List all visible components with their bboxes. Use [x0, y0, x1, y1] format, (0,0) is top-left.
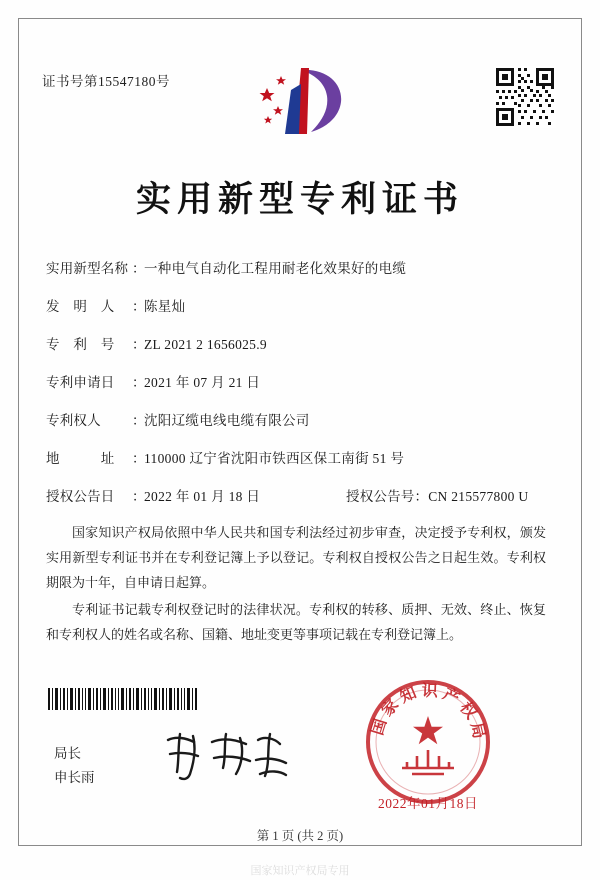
field-row-name: [46, 250, 546, 288]
field-value: ZL 2021 2 1656025.9: [144, 337, 267, 352]
field-list: [46, 250, 546, 516]
field-value: 2021 年 07 月 21 日: [144, 375, 261, 390]
field-value: 2022 年 01 月 18 日: [144, 489, 261, 504]
director-name: 申长雨: [54, 770, 95, 785]
director-title-label: 局长: [54, 746, 81, 761]
field-label: 专利申请日: [46, 375, 115, 390]
field-row-inventor: [46, 288, 546, 326]
grant-publication-number: [346, 478, 528, 516]
seal-date: 2022年01月18日: [378, 796, 478, 811]
paragraph: 国家知识产权局依照中华人民共和国专利法经过初步审查，决定授予专利权，颁发实用新型专利证书并在专利登记簿上予以登记。专利权自授权公告之日起生效。专利权期限为十年，自申请日起算。: [46, 525, 546, 590]
field-row-grant: [46, 478, 546, 516]
footer-watermark-text: 国家知识产权局专用: [250, 865, 350, 877]
qr-code: [494, 66, 556, 128]
field-colon: ：: [132, 451, 146, 466]
field-row-address: [46, 440, 546, 478]
field-colon: ：: [132, 489, 146, 504]
field-colon: ：: [132, 413, 146, 428]
field-row-patent-no: [46, 326, 546, 364]
certificate-number: 证书号第15547180号: [42, 74, 170, 89]
field-value: CN 215577800 U: [428, 489, 529, 504]
field-label: 专利权人: [46, 413, 101, 428]
svg-text:国 家 知 识 产 权 局: 国 家 知 识 产 权 局: [369, 682, 488, 741]
director-signature-handwriting: [160, 726, 290, 786]
cnipa-logo-icon: [255, 62, 347, 140]
field-value: 110000 辽宁省沈阳市铁西区保工南街 51 号: [144, 451, 405, 466]
field-value: 陈星灿: [144, 299, 186, 314]
field-label: 专 利 号: [46, 337, 115, 352]
field-row-patentee: [46, 402, 546, 440]
field-colon: ：: [132, 299, 146, 314]
field-colon: ：: [132, 375, 146, 390]
page-number: 第 1 页 (共 2 页): [256, 829, 344, 843]
field-colon: ：: [132, 261, 146, 276]
field-label: 授权公告日: [46, 489, 115, 504]
field-label: 地 址: [46, 451, 115, 466]
legal-text: [46, 520, 546, 649]
field-value: 沈阳辽缆电线电缆有限公司: [144, 413, 310, 428]
field-label: 发 明 人: [46, 299, 115, 314]
paragraph: 专利证书记载专利权登记时的法律状况。专利权的转移、质押、无效、终止、恢复和专利权人的姓名或名称、国籍、地址变更等事项记载在专利登记簿上。: [46, 602, 546, 642]
field-row-application-date: [46, 364, 546, 402]
page-title: 实用新型专利证书: [135, 179, 464, 220]
field-colon: ：: [132, 337, 146, 352]
official-seal: [362, 676, 494, 808]
field-label: 授权公告号：: [346, 489, 429, 504]
field-value: 一种电气自动化工程用耐老化效果好的电缆: [144, 261, 407, 276]
field-label: 实用新型名称: [46, 261, 129, 276]
barcode: [48, 688, 198, 710]
